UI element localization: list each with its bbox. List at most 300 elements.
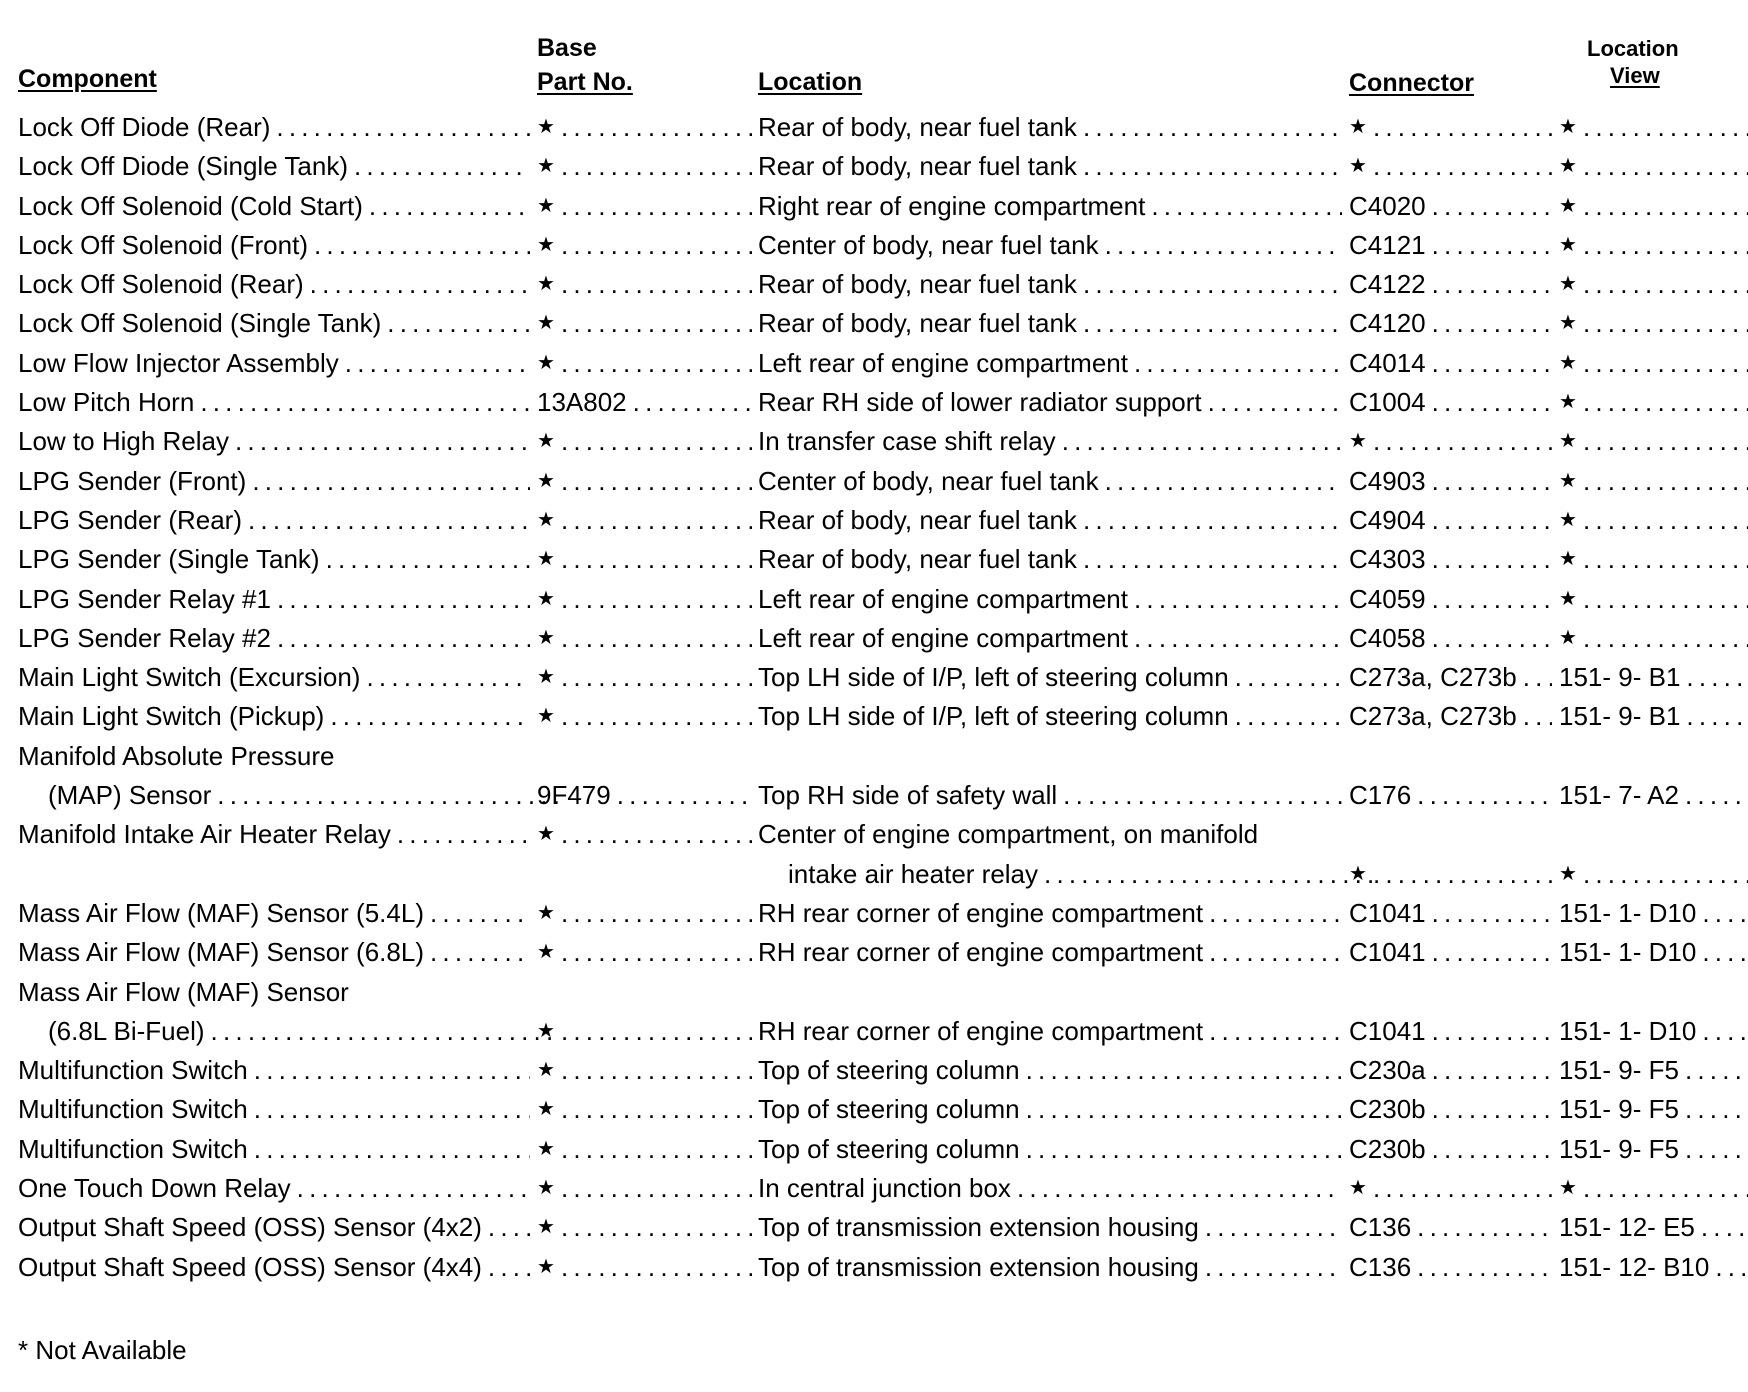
connector-cell [1349,187,1552,226]
table-row [0,933,1748,972]
dot-leader [1426,344,1552,383]
dot-leader [1679,1090,1748,1129]
location-view-cell [1559,501,1748,540]
dot-leader [1426,894,1552,933]
location-view-cell [1559,344,1748,383]
dot-leader [555,462,752,501]
dot-leader [611,776,752,815]
dot-leader [194,383,530,422]
dot-leader [1577,304,1748,343]
dot-leader [555,226,752,265]
dot-leader [1229,697,1342,736]
not-available-star-icon: ★ [1559,351,1577,374]
location-view-text: 151- 12- E5 [1559,1212,1695,1243]
table-row [0,1012,1748,1051]
dot-leader [1696,1012,1748,1051]
location-cell [758,108,1342,147]
dot-leader [1077,304,1342,343]
part-no-cell [537,815,752,854]
connector-cell [1349,658,1552,697]
table-row [0,501,1748,540]
location-view-cell [1559,147,1748,186]
location-cell [758,855,1372,894]
dot-leader [1038,855,1372,894]
dot-leader [1680,697,1748,736]
component-cell [18,187,530,226]
part-no-cell [537,187,752,226]
location-view-text: 151- 9- F5 [1559,1055,1679,1086]
dot-leader [555,894,752,933]
not-available-star-icon: ★ [1559,194,1577,217]
connector-text: C230a [1349,1055,1426,1086]
connector-text: C4120 [1349,308,1426,339]
dot-leader [555,1208,752,1247]
location-text: intake air heater relay [788,858,1039,889]
dot-leader [1011,1169,1342,1208]
component-text: (MAP) Sensor [48,780,212,811]
part-no-cell [537,697,752,736]
dot-leader [555,344,752,383]
connector-text: C273a, C273b [1349,701,1517,732]
dot-leader [1679,776,1748,815]
not-available-star-icon: ★ [537,823,555,846]
location-view-text: 151- 12- B10 [1559,1251,1710,1282]
dot-leader [1577,226,1748,265]
dot-leader [271,619,530,658]
location-cell [758,1130,1342,1169]
part-no-cell [537,383,752,422]
component-text: LPG Sender (Single Tank) [18,544,320,575]
not-available-star-icon: ★ [537,273,555,296]
component-cell [18,1090,530,1129]
dot-leader [1577,462,1748,501]
component-text: Multifunction Switch [18,1094,248,1125]
dot-leader [1577,265,1748,304]
dot-leader [1426,462,1552,501]
dot-leader [1426,1051,1552,1090]
connector-text: C1041 [1349,897,1426,928]
dot-leader [1128,580,1342,619]
component-cell [18,1130,530,1169]
component-cell [18,383,530,422]
dot-leader [555,619,752,658]
connector-text: C1004 [1349,387,1426,418]
connector-text: C4303 [1349,544,1426,575]
connector-text: C1041 [1349,937,1426,968]
not-available-star-icon: ★ [537,705,555,728]
table-row [0,265,1748,304]
connector-text: C4121 [1349,229,1426,260]
dot-leader [1367,108,1552,147]
location-text: Rear of body, near fuel tank [758,112,1077,142]
component-text: Manifold Intake Air Heater Relay [18,819,391,850]
dot-leader [270,108,530,147]
connector-text: C4059 [1349,583,1426,614]
dot-leader [304,265,530,304]
not-available-star-icon: ★ [537,351,555,374]
table-row [0,815,1748,854]
component-text: Low Pitch Horn [18,387,195,418]
location-view-cell [1559,697,1748,736]
component-cell [18,658,530,697]
component-cell [18,973,530,1012]
not-available-star-icon: ★ [537,1098,555,1121]
connector-text: C4014 [1349,347,1426,378]
not-available-star-icon: ★ [1559,587,1577,610]
connector-text: C4904 [1349,504,1426,535]
dot-leader [424,894,530,933]
dot-leader [1577,383,1748,422]
dot-leader [1426,501,1552,540]
dot-leader [1679,1051,1748,1090]
connector-text: C4122 [1349,269,1426,300]
dot-leader [555,1248,752,1287]
dot-leader [555,580,752,619]
connector-cell [1349,1090,1552,1129]
location-text: In central junction box [758,1173,1011,1204]
part-no-cell [537,265,752,304]
component-text: Low to High Relay [18,426,229,457]
dot-leader [482,1248,530,1287]
dot-leader [424,933,530,972]
dot-leader [1077,265,1342,304]
location-view-cell [1559,187,1748,226]
part-no-cell [537,147,752,186]
connector-text: C230b [1349,1133,1426,1164]
location-view-cell [1559,1051,1748,1090]
dot-leader [1077,147,1342,186]
dot-leader [1411,1248,1552,1287]
not-available-star-icon: ★ [1559,430,1577,453]
component-text: Output Shaft Speed (OSS) Sensor (4x4) [18,1251,482,1282]
component-cell [18,1208,530,1247]
dot-leader [1577,187,1748,226]
dot-leader [1057,776,1342,815]
connector-text: C230b [1349,1094,1426,1125]
not-available-star-icon: ★ [1349,862,1367,885]
dot-leader [555,540,752,579]
dot-leader [1203,933,1342,972]
component-text: Main Light Switch (Excursion) [18,662,361,693]
dot-leader [1020,1130,1342,1169]
footnote: * Not Available [18,1335,187,1365]
header-location: Location [758,68,863,96]
not-available-star-icon: ★ [1559,116,1577,138]
dot-leader [1577,1169,1748,1208]
connector-cell [1349,422,1552,461]
dot-leader [246,462,530,501]
dot-leader [555,422,752,461]
location-view-cell [1559,265,1748,304]
dot-leader [1696,894,1748,933]
connector-cell [1349,265,1552,304]
location-view-cell [1559,1012,1748,1051]
location-text: Top of steering column [758,1133,1020,1164]
dot-leader [381,304,530,343]
not-available-star-icon: ★ [1559,391,1577,414]
connector-cell [1349,226,1552,265]
location-cell [758,540,1342,579]
dot-leader [1426,619,1552,658]
table-row [0,108,1748,147]
connector-cell [1349,1169,1552,1208]
part-no-cell [537,1130,752,1169]
component-cell [18,462,530,501]
dot-leader [1680,658,1748,697]
table-row [0,187,1748,226]
table-row [0,147,1748,186]
not-available-star-icon: ★ [537,1216,555,1239]
component-cell [18,344,530,383]
location-view-cell [1559,1169,1748,1208]
dot-leader [1411,1208,1552,1247]
dot-leader [1128,344,1342,383]
location-view-cell [1559,776,1748,815]
dot-leader [1695,1208,1748,1247]
not-available-star-icon: ★ [537,941,555,964]
location-view-cell [1559,619,1748,658]
dot-leader [1367,422,1552,461]
part-no-cell [537,422,752,461]
part-no-cell [537,540,752,579]
dot-leader [555,1090,752,1129]
table-row [0,1090,1748,1129]
not-available-star-icon: ★ [537,508,555,531]
location-cell [758,304,1342,343]
table-row [0,344,1748,383]
location-view-cell [1559,1208,1748,1247]
component-cell [18,304,530,343]
not-available-star-icon: ★ [1349,430,1367,453]
dot-leader [1517,658,1552,697]
connector-text: C4903 [1349,465,1426,496]
location-text: Top of steering column [758,1055,1020,1086]
table-row [0,1169,1748,1208]
location-text: Top of steering column [758,1094,1020,1125]
component-cell [18,1051,530,1090]
connector-cell [1349,894,1552,933]
component-cell [18,265,530,304]
component-cell [18,540,530,579]
part-no-cell [537,108,752,147]
dot-leader [555,187,752,226]
table-row [0,1051,1748,1090]
location-view-cell [1559,1130,1748,1169]
location-view-cell [1559,933,1748,972]
not-available-star-icon: ★ [1559,1177,1577,1200]
component-text: Mass Air Flow (MAF) Sensor [18,976,349,1007]
not-available-star-icon: ★ [537,469,555,492]
component-cell [18,501,530,540]
connector-cell [1349,855,1552,894]
dot-leader [555,265,752,304]
component-text: Multifunction Switch [18,1133,248,1164]
dot-leader [555,697,752,736]
dot-leader [555,1130,752,1169]
component-cell [18,108,530,147]
component-text: Manifold Absolute Pressure [18,740,335,771]
dot-leader [1367,1169,1552,1208]
dot-leader [1020,1051,1342,1090]
table-row [0,226,1748,265]
connector-text: C136 [1349,1251,1412,1282]
component-cell [18,226,530,265]
location-text: In transfer case shift relay [758,426,1056,457]
location-cell [758,187,1342,226]
location-cell [758,265,1342,304]
location-cell [758,1208,1342,1247]
component-cell [18,697,530,736]
connector-text: C176 [1349,780,1412,811]
dot-leader [1203,1012,1342,1051]
dot-leader [1099,462,1342,501]
location-view-cell [1559,658,1748,697]
dot-leader [1145,187,1342,226]
location-text: Right rear of engine compartment [758,190,1146,221]
location-text: Center of body, near fuel tank [758,229,1099,260]
dot-leader [205,1012,560,1051]
component-text: Main Light Switch (Pickup) [18,701,325,732]
not-available-star-icon: ★ [537,312,555,335]
location-cell [758,815,1342,854]
connector-cell [1349,619,1552,658]
not-available-star-icon: ★ [537,548,555,571]
connector-cell [1349,1051,1552,1090]
component-text: Lock Off Solenoid (Front) [18,229,308,260]
component-cell [18,1169,530,1208]
location-view-cell [1559,226,1748,265]
connector-cell [1349,108,1552,147]
part-no-cell [537,226,752,265]
part-no-cell [537,776,752,815]
location-view-cell [1559,422,1748,461]
connector-cell [1349,580,1552,619]
not-available-star-icon: ★ [1559,626,1577,649]
dot-leader [1426,265,1552,304]
dot-leader [1077,540,1342,579]
dot-leader [1709,1248,1748,1287]
location-view-cell [1559,580,1748,619]
connector-cell [1349,383,1552,422]
header-part-no: Part No. [537,68,633,96]
dot-leader [555,1169,752,1208]
connector-cell [1349,776,1552,815]
location-cell [758,580,1342,619]
location-text: Center of body, near fuel tank [758,465,1099,496]
location-cell [758,422,1342,461]
dot-leader [1128,619,1342,658]
part-no-cell [537,894,752,933]
part-no-cell [537,658,752,697]
location-text: Rear of body, near fuel tank [758,269,1077,300]
component-text: LPG Sender Relay #2 [18,622,271,653]
not-available-star-icon: ★ [537,155,555,178]
dot-leader [1199,1208,1342,1247]
header-view: View [1610,63,1660,88]
location-cell [758,1248,1342,1287]
location-view-text: 151- 7- A2 [1559,780,1679,811]
dot-leader [1426,383,1552,422]
location-view-cell [1559,304,1748,343]
connector-cell [1349,501,1552,540]
component-text: Lock Off Solenoid (Single Tank) [18,308,382,339]
header-component: Component [18,65,157,93]
location-cell [758,1169,1342,1208]
component-cell [18,815,530,854]
location-view-text: 151- 9- B1 [1559,701,1681,732]
location-text: Left rear of engine compartment [758,622,1128,653]
dot-leader [211,776,560,815]
not-available-star-icon: ★ [1349,116,1367,138]
part-no-cell [537,1090,752,1129]
dot-leader [627,383,752,422]
connector-cell [1349,304,1552,343]
component-cell [18,422,530,461]
table-row [0,619,1748,658]
dot-leader [1367,147,1552,186]
location-cell [758,1051,1342,1090]
component-text: Lock Off Diode (Single Tank) [18,151,348,182]
location-view-text: 151- 9- B1 [1559,662,1681,693]
location-text: RH rear corner of engine compartment [758,1015,1204,1046]
dot-leader [363,187,530,226]
part-no-text: 13A802 [537,387,627,418]
not-available-star-icon: ★ [1559,233,1577,256]
table-row [0,462,1748,501]
connector-cell [1349,540,1552,579]
component-cell [18,1248,530,1287]
component-text: Lock Off Diode (Rear) [18,112,271,142]
location-text: Top of transmission extension housing [758,1251,1199,1282]
part-no-cell [537,1051,752,1090]
dot-leader [1077,108,1342,147]
table-row [0,894,1748,933]
table-row [0,658,1748,697]
component-text: Mass Air Flow (MAF) Sensor (5.4L) [18,897,424,928]
component-cell [18,737,530,776]
component-cell [18,619,530,658]
location-view-text: 151- 1- D10 [1559,897,1697,928]
component-cell [18,933,530,972]
dot-leader [482,1208,530,1247]
location-text: Left rear of engine compartment [758,583,1128,614]
table-row [0,540,1748,579]
table-row [0,973,1748,1012]
dot-leader [1199,1248,1342,1287]
dot-leader [324,697,530,736]
part-no-cell [537,304,752,343]
dot-leader [1577,344,1748,383]
dot-leader [1426,933,1552,972]
dot-leader [1426,540,1552,579]
dot-leader [348,147,530,186]
location-cell [758,501,1342,540]
dot-leader [229,422,530,461]
connector-text: C4058 [1349,622,1426,653]
connector-cell [1349,462,1552,501]
connector-text: C273a, C273b [1349,662,1517,693]
dot-leader [1426,1090,1552,1129]
dot-leader [1577,501,1748,540]
dot-leader [555,108,752,147]
location-cell [758,697,1342,736]
component-cell [18,1012,560,1051]
not-available-star-icon: ★ [1559,155,1577,178]
dot-leader [248,1090,530,1129]
part-no-cell [537,580,752,619]
not-available-star-icon: ★ [537,587,555,610]
not-available-star-icon: ★ [537,1137,555,1160]
